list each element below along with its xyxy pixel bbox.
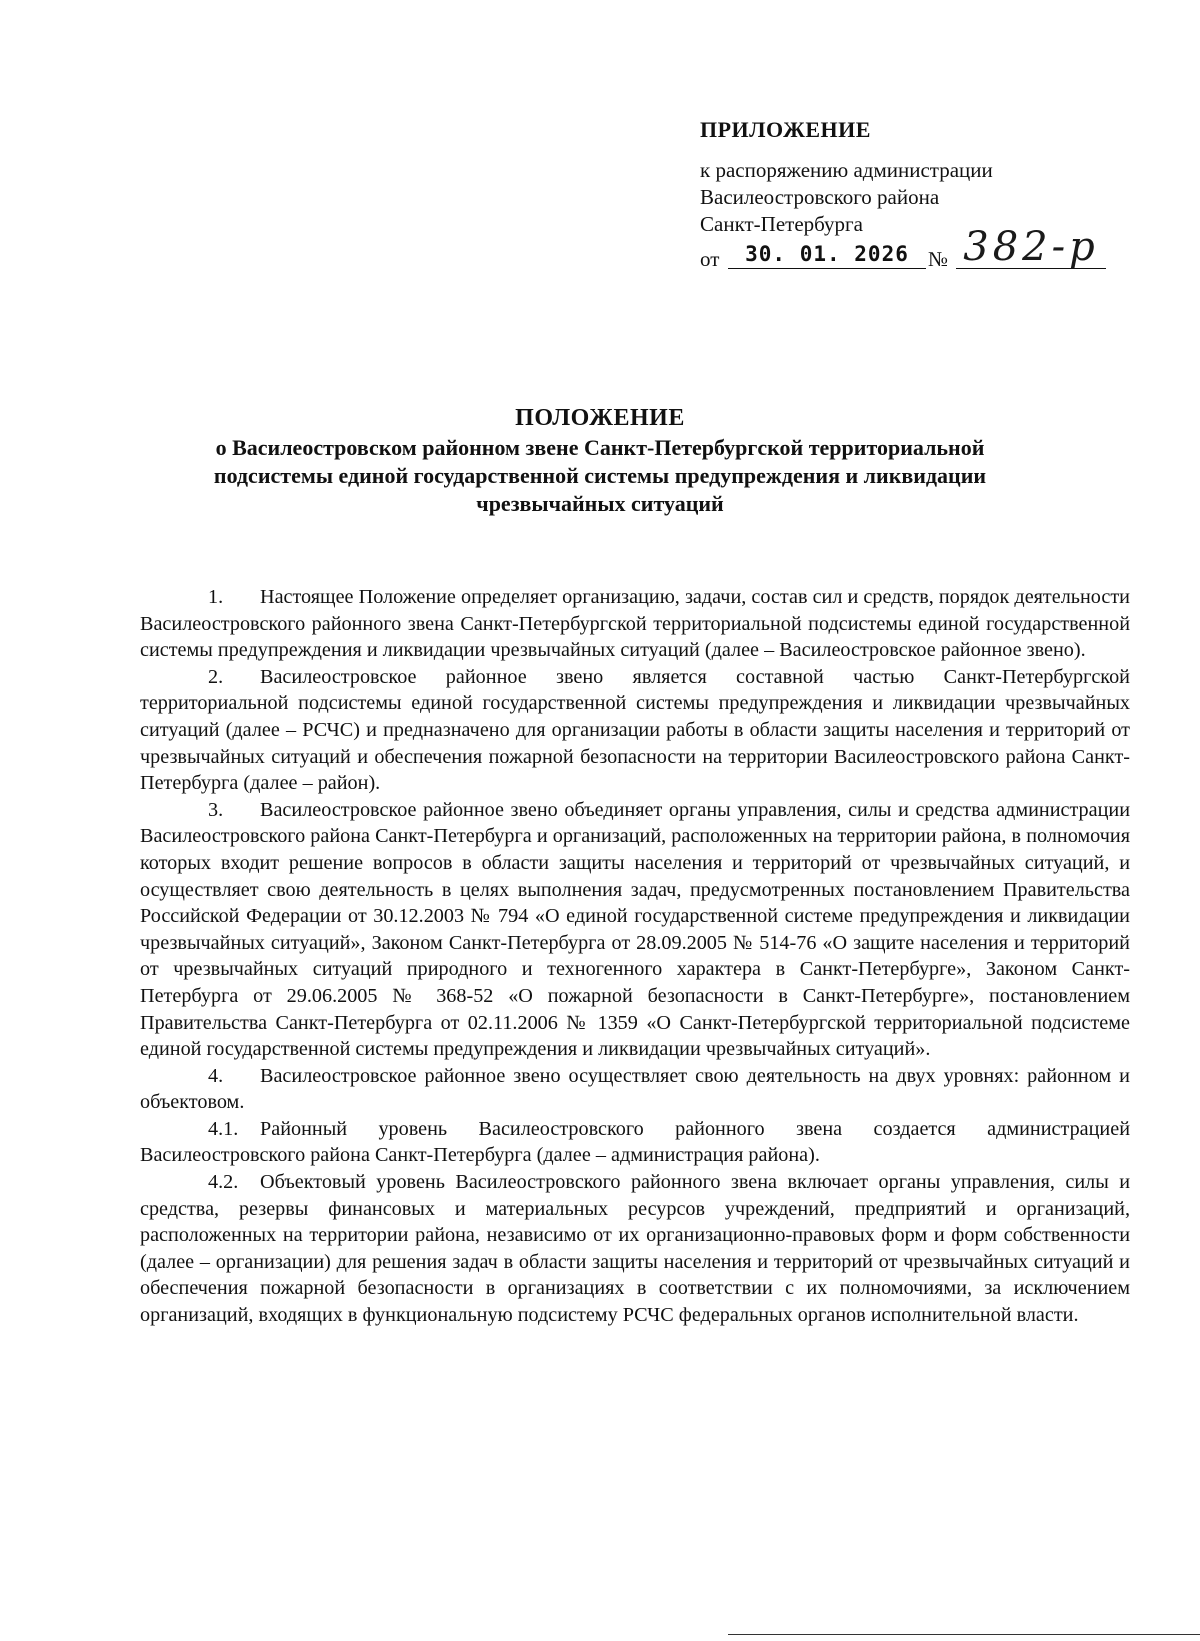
title-line-1: о Василеостровском районном звене Санкт-Петербургской территориальной [215, 435, 985, 460]
paragraph-text: Объектовый уровень Василеостровского районного звена включает органы управления, силы и средства, резервы финансовых и материальных ресурсов учреждений, предприятий и организаций, расположенных на территории района, независимо от их организационно-правовых форм и форм собственности (далее – организации) для решения задач в области защиты населения и территорий от чрезвычайных ситуаций и обеспечения пожарной безопасности в организациях в соответствии с их полномочиями, за исключением организаций, входящих в функциональную подсистему РСЧС федеральных органов исполнительной власти. [140, 1171, 1130, 1327]
paragraph-number: 2. [208, 665, 224, 688]
document-title [120, 404, 1080, 518]
document-body [140, 584, 1130, 1329]
appendix-block [700, 116, 1120, 270]
paragraph-text: Василеостровское районное звено объединяет органы управления, силы и средства администрации Василеостровского района Санкт-Петербурга и организаций, расположенных на территории района, в полномочия которых входит решение вопросов в области защиты населения и территорий от чрезвычайных ситуаций, и осуществляет свою деятельность в целях выполнения задач, предусмотренных постановлением Правительства Российской Федерации от 30.12.2003 № 794 «О единой государственной системе предупреждения и ликвидации чрезвычайных ситуаций», Законом Санкт-Петербурга от 28.09.2005 № 514-76 «О защите населения и территорий от чрезвычайных ситуаций природного и техногенного характера в Санкт-Петербурге», Законом Санкт-Петербурга от 29.06.2005 № 368-52 «О пожарной безопасности в Санкт-Петербурге», постановлением Правительства Санкт-Петербурга от 02.11.2006 № 1359 «О Санкт-Петербургской территориальной подсистеме единой государственной системы предупреждения и ликвидации чрезвычайных ситуаций». [140, 798, 1130, 1061]
appendix-line-1: к распоряжению администрации [700, 158, 993, 182]
paragraph-text: Настоящее Положение определяет организацию, задачи, состав сил и средств, порядок деятельности Василеостровского районного звена Санкт-Петербургской территориальной подсистемы единой государственной системы предупреждения и ликвидации чрезвычайных ситуаций (далее – Василеостровское районное звено). [140, 586, 1130, 662]
paragraph-text: Василеостровское районное звено является составной частью Санкт-Петербургской территориальной подсистемы единой государственной системы предупреждения и ликвидации чрезвычайных ситуаций (далее – РСЧС) и предназначено для организации работы в области защиты населения и территорий от чрезвычайных ситуаций и обеспечения пожарной безопасности на территории Василеостровского района Санкт-Петербурга (далее – район). [140, 665, 1130, 795]
paragraph-number: 3. [208, 798, 224, 821]
paragraph [140, 1063, 1130, 1116]
document-date: 30. 01. 2026 [728, 240, 926, 269]
paragraph-number: 4.1. [208, 1117, 239, 1140]
paragraph [140, 797, 1130, 1063]
paragraph-number: 4. [208, 1064, 224, 1087]
title-main: ПОЛОЖЕНИЕ [515, 405, 685, 431]
number-prefix: № [928, 247, 949, 271]
appendix-title: ПРИЛОЖЕНИЕ [700, 117, 871, 142]
title-line-3: чрезвычайных ситуаций [476, 491, 724, 516]
date-prefix: от [700, 247, 720, 271]
paragraph [140, 664, 1130, 797]
paragraph-number: 1. [208, 586, 224, 608]
appendix-line-2: Василеостровского района [700, 185, 940, 209]
footer-divider [728, 1634, 1200, 1635]
paragraph [140, 1169, 1130, 1329]
appendix-line-3: Санкт-Петербурга [700, 212, 863, 236]
title-line-2: подсистемы единой государственной системы предупреждения и ликвидации [213, 463, 987, 488]
paragraph-text: Василеостровское районное звено осуществляет свою деятельность на двух уровнях: районном и объектовом. [140, 1064, 1130, 1114]
paragraph [140, 584, 1130, 664]
document-number: 382-р [956, 226, 1106, 269]
paragraph [140, 1116, 1130, 1169]
paragraph-number: 4.2. [208, 1171, 239, 1194]
paragraph-text: Районный уровень Василеостровского районного звена создается администрацией Василеостровского района Санкт-Петербурга (далее – администрация района). [140, 1117, 1130, 1167]
